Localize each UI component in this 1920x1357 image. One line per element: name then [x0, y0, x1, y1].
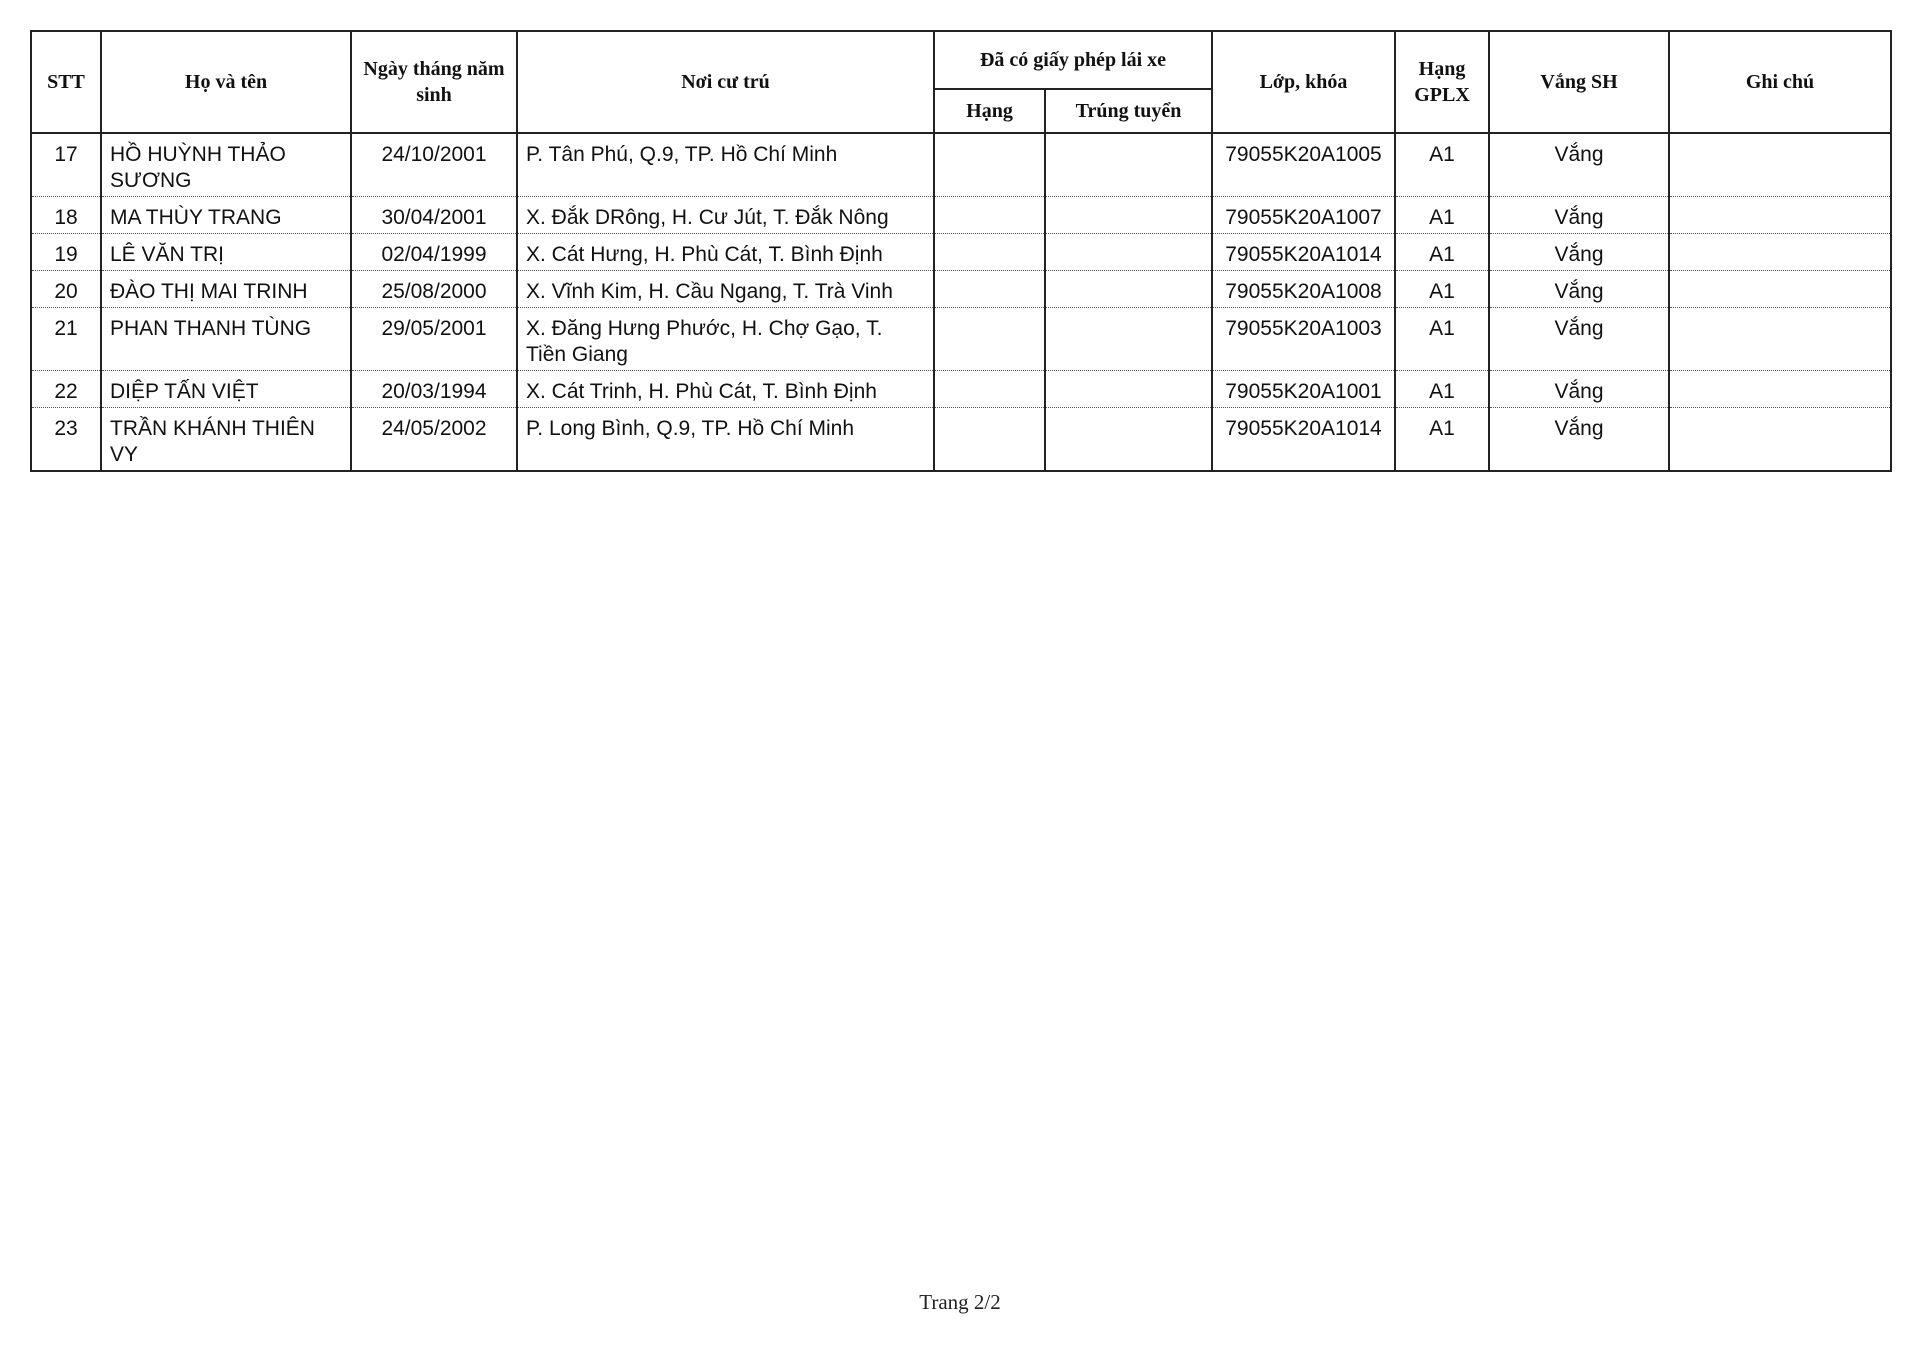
- cell-residence: X. Đăng Hưng Phước, H. Chợ Gạo, T. Tiền Giang: [517, 308, 934, 371]
- cell-dob: 24/05/2002: [351, 408, 517, 472]
- cell-license-pass: [1045, 308, 1212, 371]
- table-row: [31, 234, 1891, 271]
- cell-class-course: 79055K20A1007: [1212, 197, 1395, 234]
- table-row: [31, 197, 1891, 234]
- cell-name: DIỆP TẤN VIỆT: [101, 371, 351, 408]
- cell-license-pass: [1045, 408, 1212, 472]
- cell-absent-sh: Vắng: [1489, 234, 1669, 271]
- cell-note: [1669, 371, 1891, 408]
- cell-dob: 02/04/1999: [351, 234, 517, 271]
- cell-license-class: [934, 197, 1045, 234]
- cell-gplx-class: A1: [1395, 408, 1489, 472]
- table-header: [31, 31, 1891, 133]
- cell-license-class: [934, 408, 1045, 472]
- header-gplx-class: Hạng GPLX: [1395, 31, 1489, 133]
- cell-residence: X. Đắk DRông, H. Cư Jút, T. Đắk Nông: [517, 197, 934, 234]
- header-name: Họ và tên: [101, 31, 351, 133]
- cell-license-class: [934, 271, 1045, 308]
- cell-absent-sh: Vắng: [1489, 371, 1669, 408]
- cell-class-course: 79055K20A1005: [1212, 133, 1395, 197]
- cell-license-pass: [1045, 197, 1212, 234]
- cell-residence: P. Tân Phú, Q.9, TP. Hồ Chí Minh: [517, 133, 934, 197]
- table-row: [31, 408, 1891, 472]
- cell-absent-sh: Vắng: [1489, 308, 1669, 371]
- header-residence: Nơi cư trú: [517, 31, 934, 133]
- cell-gplx-class: A1: [1395, 371, 1489, 408]
- cell-dob: 20/03/1994: [351, 371, 517, 408]
- cell-name: ĐÀO THỊ MAI TRINH: [101, 271, 351, 308]
- cell-gplx-class: A1: [1395, 308, 1489, 371]
- cell-stt: 21: [31, 308, 101, 371]
- cell-license-class: [934, 371, 1045, 408]
- page-number: Trang 2/2: [919, 1290, 1001, 1314]
- cell-license-pass: [1045, 371, 1212, 408]
- cell-note: [1669, 308, 1891, 371]
- cell-license-class: [934, 234, 1045, 271]
- cell-license-pass: [1045, 133, 1212, 197]
- table-row: [31, 371, 1891, 408]
- cell-absent-sh: Vắng: [1489, 133, 1669, 197]
- cell-stt: 20: [31, 271, 101, 308]
- cell-class-course: 79055K20A1003: [1212, 308, 1395, 371]
- header-license-class: Hạng: [934, 89, 1045, 133]
- cell-stt: 23: [31, 408, 101, 472]
- cell-name: HỒ HUỲNH THẢO SƯƠNG: [101, 133, 351, 197]
- cell-name: TRẦN KHÁNH THIÊN VY: [101, 408, 351, 472]
- cell-note: [1669, 197, 1891, 234]
- cell-residence: X. Cát Trinh, H. Phù Cát, T. Bình Định: [517, 371, 934, 408]
- cell-name: MA THÙY TRANG: [101, 197, 351, 234]
- header-license-pass: Trúng tuyển: [1045, 89, 1212, 133]
- table-row: [31, 133, 1891, 197]
- cell-stt: 19: [31, 234, 101, 271]
- cell-name: LÊ VĂN TRỊ: [101, 234, 351, 271]
- cell-license-pass: [1045, 271, 1212, 308]
- cell-name: PHAN THANH TÙNG: [101, 308, 351, 371]
- table-row: [31, 308, 1891, 371]
- cell-gplx-class: A1: [1395, 197, 1489, 234]
- cell-residence: X. Vĩnh Kim, H. Cầu Ngang, T. Trà Vinh: [517, 271, 934, 308]
- cell-stt: 22: [31, 371, 101, 408]
- cell-gplx-class: A1: [1395, 133, 1489, 197]
- cell-license-class: [934, 308, 1045, 371]
- cell-gplx-class: A1: [1395, 234, 1489, 271]
- table-row: [31, 271, 1891, 308]
- cell-note: [1669, 271, 1891, 308]
- header-absent-sh: Vắng SH: [1489, 31, 1669, 133]
- cell-residence: P. Long Bình, Q.9, TP. Hồ Chí Minh: [517, 408, 934, 472]
- cell-class-course: 79055K20A1001: [1212, 371, 1395, 408]
- cell-license-pass: [1045, 234, 1212, 271]
- cell-dob: 30/04/2001: [351, 197, 517, 234]
- cell-class-course: 79055K20A1014: [1212, 234, 1395, 271]
- cell-note: [1669, 133, 1891, 197]
- cell-absent-sh: Vắng: [1489, 408, 1669, 472]
- header-stt: STT: [31, 31, 101, 133]
- cell-stt: 18: [31, 197, 101, 234]
- cell-absent-sh: Vắng: [1489, 271, 1669, 308]
- cell-residence: X. Cát Hưng, H. Phù Cát, T. Bình Định: [517, 234, 934, 271]
- cell-absent-sh: Vắng: [1489, 197, 1669, 234]
- cell-license-class: [934, 133, 1045, 197]
- cell-dob: 25/08/2000: [351, 271, 517, 308]
- header-dob: Ngày tháng năm sinh: [351, 31, 517, 133]
- cell-class-course: 79055K20A1008: [1212, 271, 1395, 308]
- cell-dob: 24/10/2001: [351, 133, 517, 197]
- cell-dob: 29/05/2001: [351, 308, 517, 371]
- cell-class-course: 79055K20A1014: [1212, 408, 1395, 472]
- header-note: Ghi chú: [1669, 31, 1891, 133]
- cell-stt: 17: [31, 133, 101, 197]
- header-class-course: Lớp, khóa: [1212, 31, 1395, 133]
- table-body: [31, 133, 1891, 471]
- cell-note: [1669, 234, 1891, 271]
- cell-gplx-class: A1: [1395, 271, 1489, 308]
- cell-note: [1669, 408, 1891, 472]
- header-license-group: Đã có giấy phép lái xe: [934, 31, 1212, 89]
- student-list-table: [30, 30, 1892, 472]
